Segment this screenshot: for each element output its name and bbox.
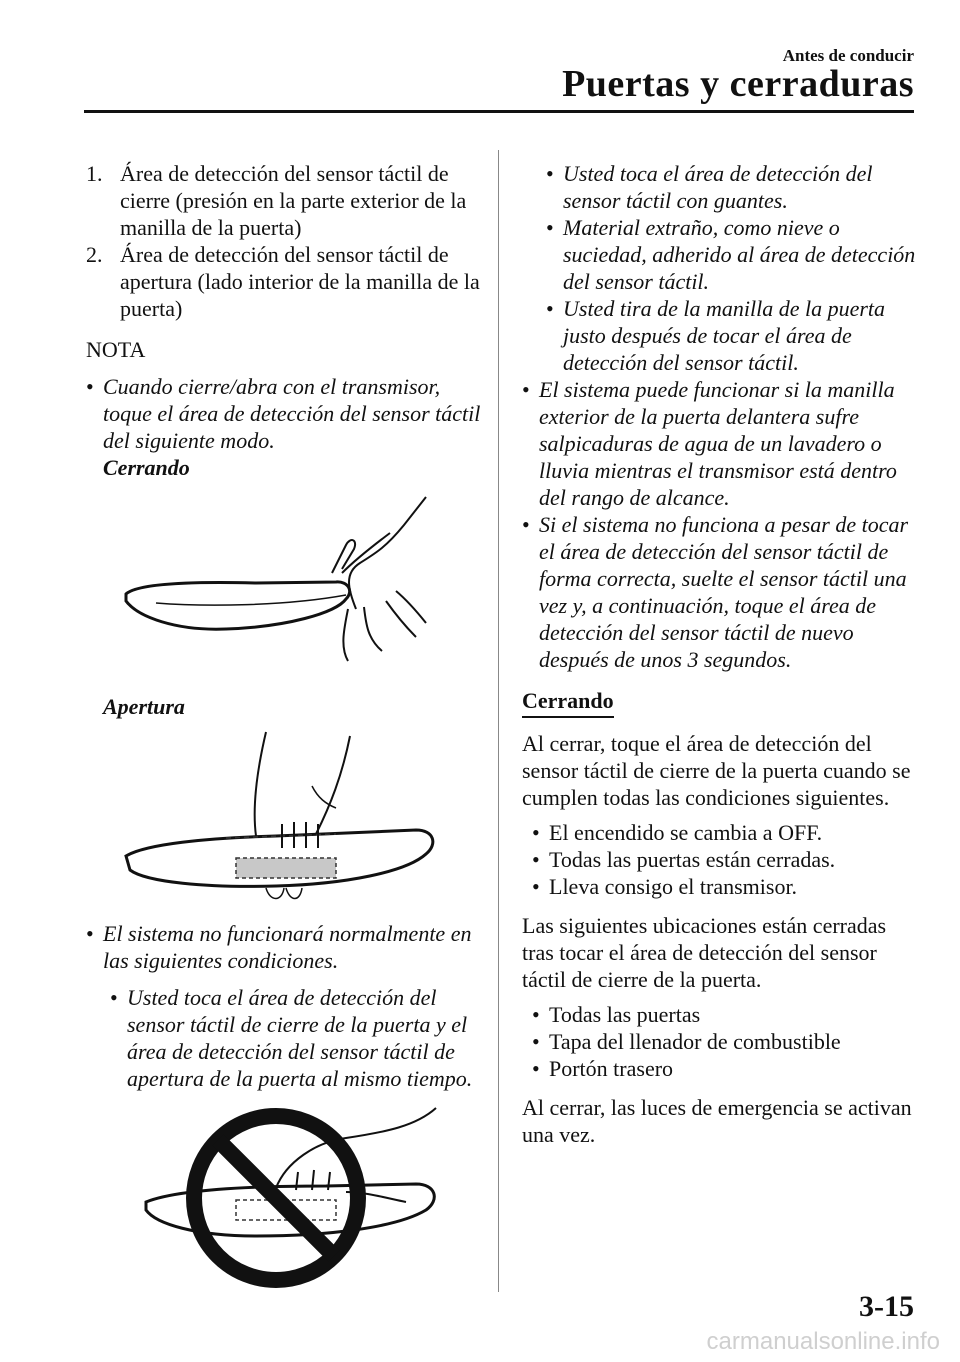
bullet-dot: •	[546, 161, 554, 186]
no-function-text: El sistema no funcionará normalmente en las siguientes condiciones.	[103, 921, 472, 973]
condition-sub-text: Usted toca el área de detección del sensor táctil de cierre de la puerta y el área de detección del sensor táctil de apertura de la puerta al mismo tiempo.	[127, 985, 473, 1091]
note-bullet-text: Cuando cierre/abra con el transmisor, toque el área de detección del sensor táctil del siguiente modo.	[103, 374, 481, 453]
note-bullet-text: Si el sistema no funciona a pesar de tocar el área de detección del sensor táctil de forma correcta, suelte el sensor táctil una vez y, a continuación, toque el área de detección del sensor táctil de nuevo después de unos 3 segundos.	[539, 512, 909, 672]
list-item	[532, 1055, 922, 1082]
bullet-dot: •	[86, 374, 94, 399]
list-item	[532, 846, 922, 873]
condition-sub-bullet	[110, 984, 486, 1092]
list-item-text: Todas las puertas están cerradas.	[549, 847, 836, 872]
note-bullet	[86, 373, 486, 454]
closing-label: Cerrando	[103, 455, 190, 480]
condition-sub-bullet	[546, 160, 922, 214]
page-number: 3-15	[859, 1290, 914, 1323]
list-item	[532, 1028, 922, 1055]
header-rule	[84, 110, 914, 113]
condition-sub-bullet	[546, 295, 922, 376]
sensor-area	[236, 858, 336, 878]
list-item-text: Todas las puertas	[549, 1002, 701, 1027]
condition-sub-text: Usted toca el área de detección del sensor táctil con guantes.	[563, 161, 873, 213]
bullet-dot: •	[532, 1002, 540, 1027]
bullet-dot: •	[546, 215, 554, 240]
item-text: Área de detección del sensor táctil de apertura (lado interior de la manilla de la puerta)	[120, 242, 480, 321]
prohibited-illustration	[86, 1102, 486, 1292]
note-bullet	[522, 511, 922, 673]
bullet-dot: •	[532, 1056, 540, 1081]
note-bullet	[522, 376, 922, 511]
item-number: 1.	[86, 161, 103, 186]
watermark: carmanualsonline.info	[706, 1328, 940, 1355]
hand	[349, 497, 426, 609]
list-item	[532, 1001, 922, 1028]
page-title: Puertas y cerraduras	[562, 63, 914, 105]
bullet-dot: •	[110, 985, 118, 1010]
condition-sub-bullet	[546, 214, 922, 295]
list-item	[532, 819, 922, 846]
bullet-dot: •	[532, 874, 540, 899]
hand	[255, 732, 266, 836]
list-item	[532, 873, 922, 900]
item-text: Área de detección del sensor táctil de cierre (presión en la parte exterior de la manilla de la puerta)	[120, 161, 467, 240]
section-title: Cerrando	[522, 687, 614, 718]
bullet-dot: •	[532, 847, 540, 872]
paragraph: Las siguientes ubicaciones están cerradas tras tocar el área de detección del sensor táctil de cierre de la puerta.	[522, 913, 887, 992]
header-section: Antes de conducir	[782, 46, 914, 65]
no-function-bullet	[86, 920, 486, 974]
opening-touch-illustration	[86, 726, 486, 906]
bullet-dot: •	[546, 296, 554, 321]
closing-touch-illustration	[86, 489, 486, 689]
list-item-text: Lleva consigo el transmisor.	[549, 874, 798, 899]
paragraph: Al cerrar, las luces de emergencia se activan una vez.	[522, 1095, 912, 1147]
condition-sub-text: Material extraño, como nieve o suciedad, adherido al área de detección del sensor táctil.	[563, 215, 916, 294]
bullet-dot: •	[86, 921, 94, 946]
numbered-item-2	[86, 241, 486, 322]
bullet-dot: •	[532, 1029, 540, 1054]
note-bullet-text: El sistema puede funcionar si la manilla exterior de la puerta delantera sufre salpicaduras de agua de un lavadero o lluvia mientras el transmisor está dentro del rango de alcance.	[539, 377, 897, 510]
list-item-text: Portón trasero	[549, 1056, 674, 1081]
bullet-dot: •	[522, 377, 530, 402]
numbered-item-1	[86, 160, 486, 241]
paragraph: Al cerrar, toque el área de detección del sensor táctil de cierre de la puerta cuando se cumplen todas las condiciones siguientes.	[522, 731, 911, 810]
column-divider	[498, 150, 499, 1292]
condition-sub-text: Usted tira de la manilla de la puerta justo después de tocar el área de detección del sensor táctil.	[563, 296, 886, 375]
item-number: 2.	[86, 242, 103, 267]
bullet-dot: •	[532, 820, 540, 845]
bullet-dot: •	[522, 512, 530, 537]
nota-label: NOTA	[86, 337, 146, 362]
right-column	[522, 160, 922, 1148]
opening-label: Apertura	[103, 694, 185, 719]
list-item-text: Tapa del llenador de combustible	[549, 1029, 841, 1054]
left-column	[86, 160, 486, 1292]
list-item-text: El encendido se cambia a OFF.	[549, 820, 823, 845]
